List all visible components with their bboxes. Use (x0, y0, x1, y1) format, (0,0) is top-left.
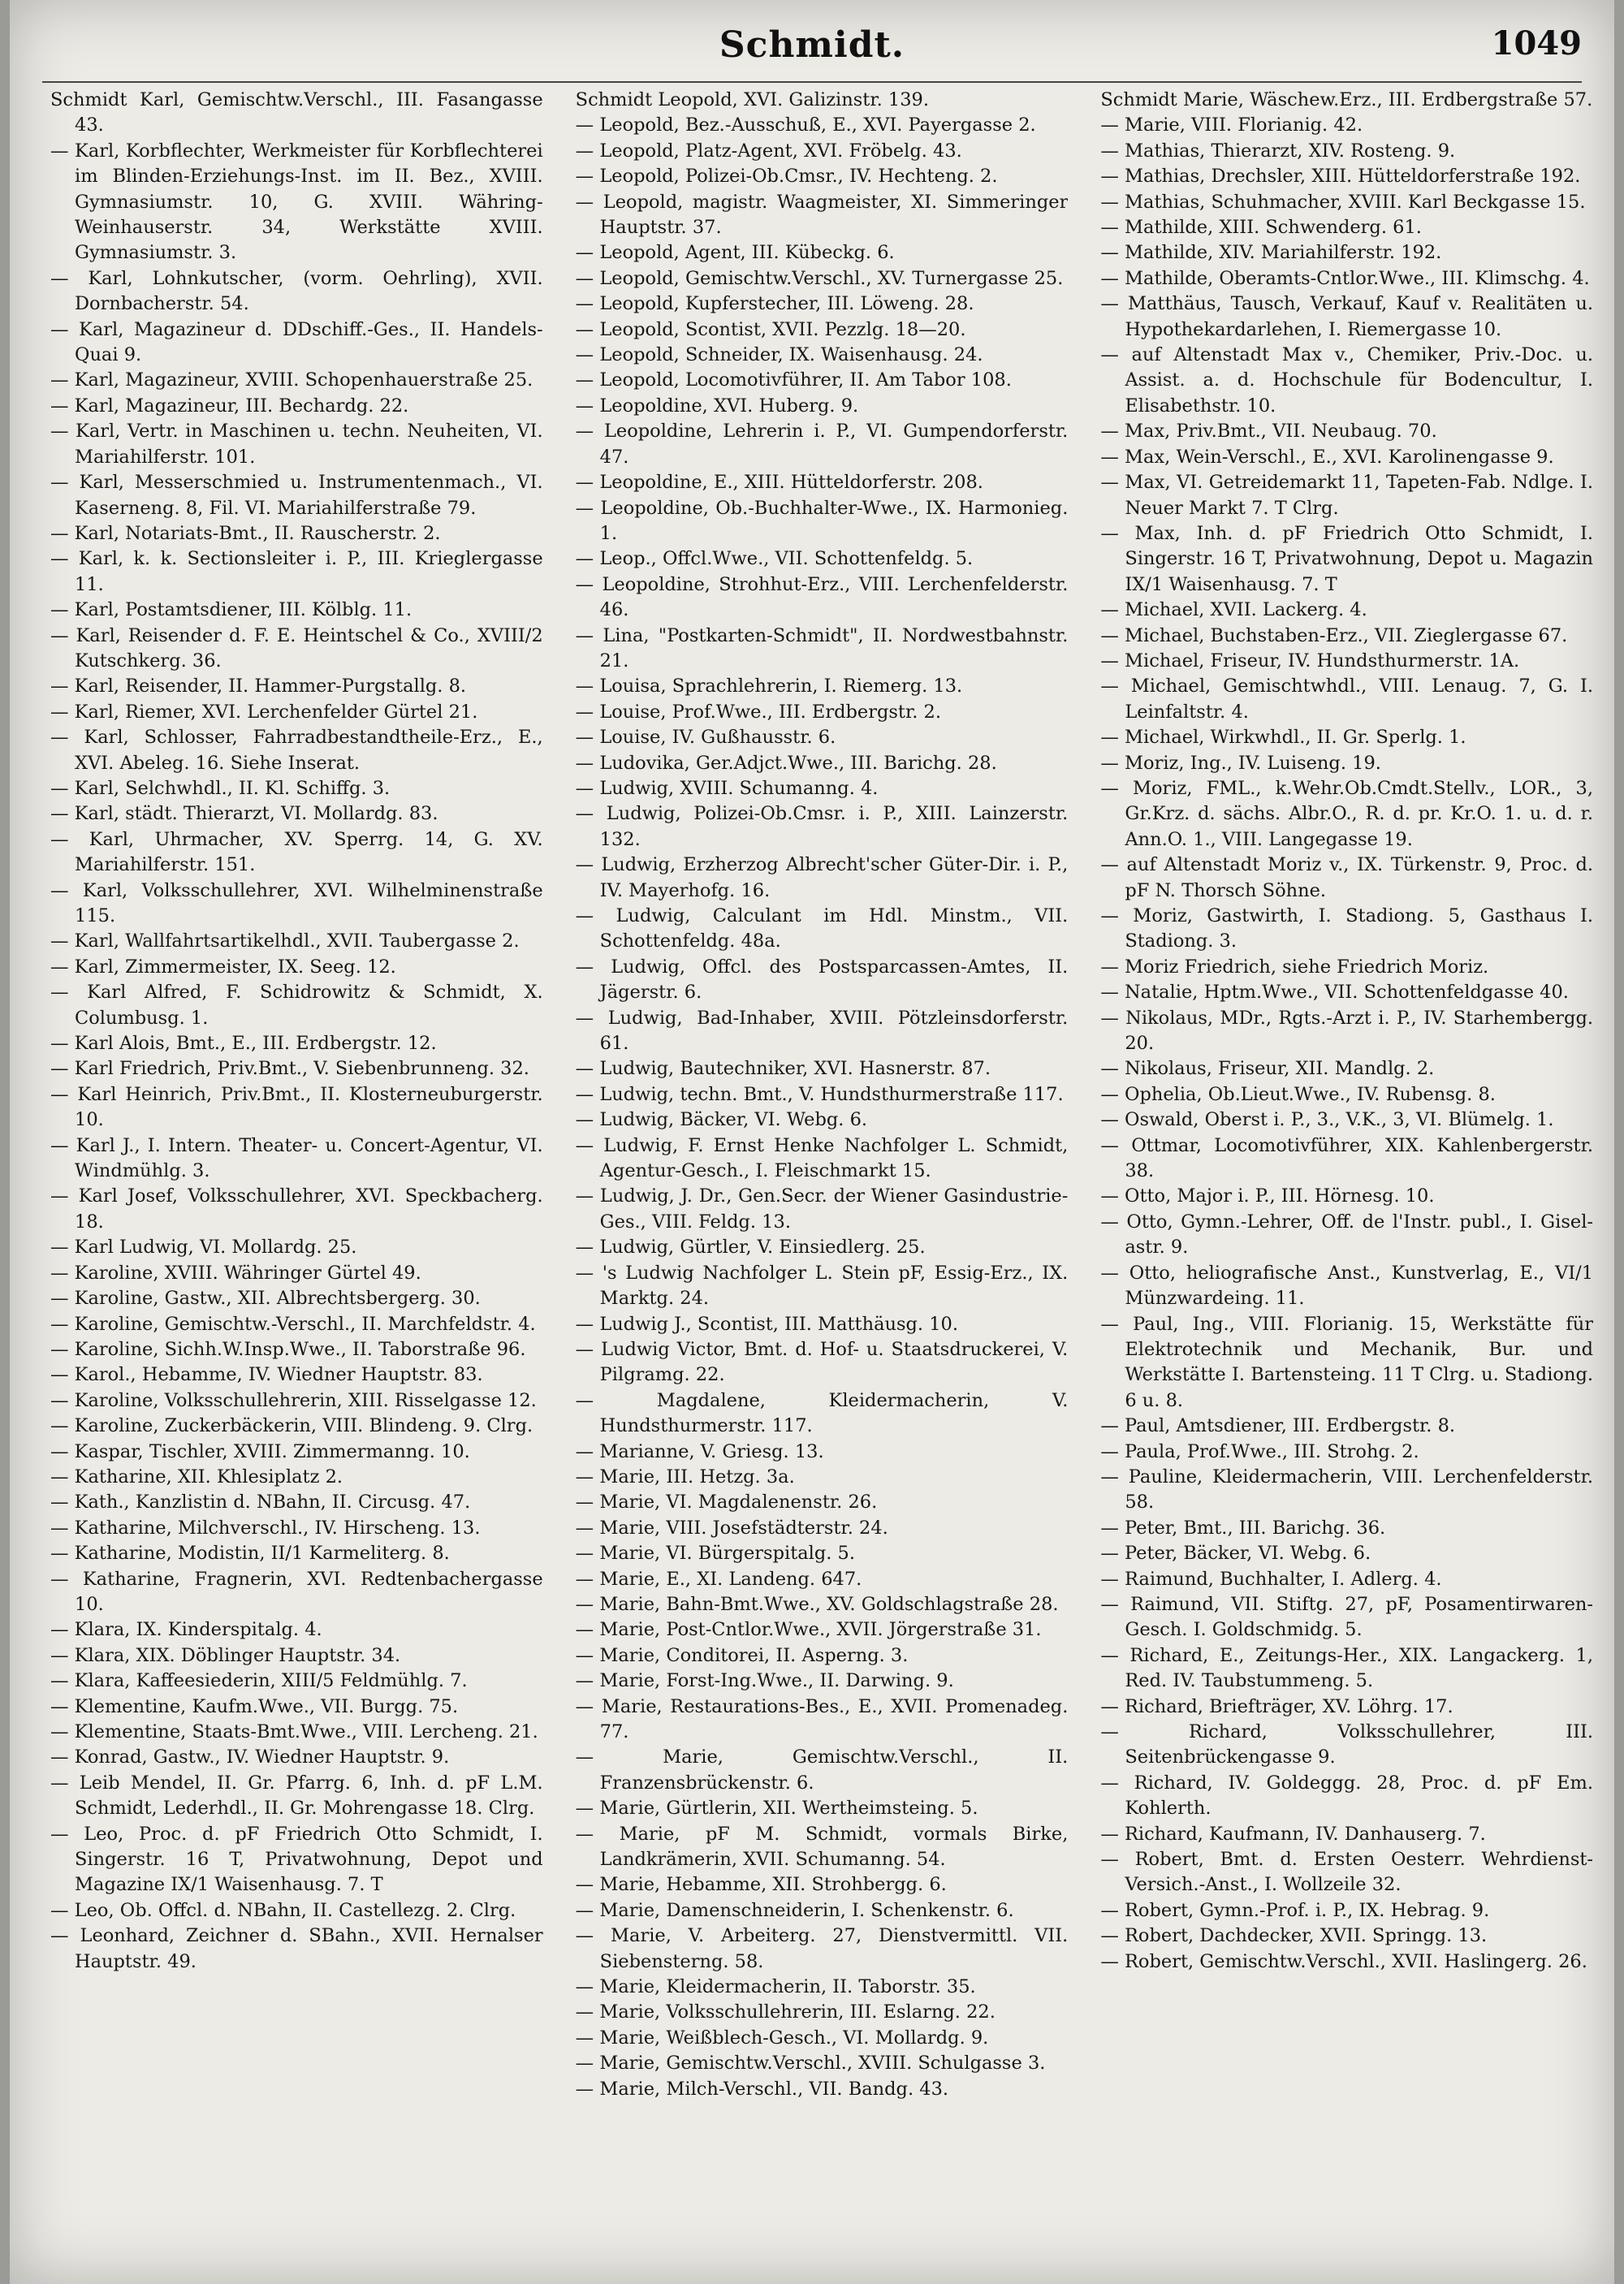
directory-entry: — Max, Priv.Bmt., VII. Neubaug. 70. (1100, 421, 1437, 443)
column-middle (576, 88, 1069, 2264)
directory-entry: — Ludwig, XVIII. Schumanng. 4. (575, 777, 879, 799)
directory-entry: — Moriz, Ing., IV. Luiseng. 19. (1100, 752, 1381, 774)
directory-entry: — Karl, Riemer, XVI. Lerchenfelder Gürtel 21. (50, 701, 478, 723)
directory-entry: — Marie, Bahn-Bmt.Wwe., XV. Goldschlagstraße 28. (575, 1593, 1059, 1615)
directory-entry: — Moriz Friedrich, siehe Friedrich Moriz. (1100, 956, 1489, 978)
directory-entry: — Karl Josef, Volksschullehrer, XVI. Speckbacherg. 18. (50, 1185, 543, 1233)
directory-entry: — Ludwig J., Scontist, III. Matthäusg. 10. (575, 1313, 959, 1335)
directory-entry: — Paula, Prof.Wwe., III. Strohg. 2. (1100, 1440, 1419, 1462)
directory-entry: — Otto, heliografische Anst., Kunstverlag, E., VI/1 Münzwardeing. 11. (1100, 1262, 1594, 1310)
directory-entry: — Pauline, Kleidermacherin, VIII. Lerchenfelderstr. 58. (1100, 1466, 1594, 1513)
directory-entry: — Marie, Post-Cntlor.Wwe., XVII. Jörgerstraße 31. (575, 1619, 1042, 1641)
directory-entry-head: Schmidt Leopold, XVI. Galizinstr. 139. (575, 89, 930, 110)
directory-entry: — Karl, Schlosser, Fahrradbestandtheile-Erz., E., XVI. Abeleg. 16. Siehe Inserat. (50, 727, 543, 774)
directory-entry: — Karl, Postamtsdiener, III. Kölblg. 11. (50, 599, 412, 621)
directory-entry: — Richard, E., Zeitungs-Her., XIX. Langackerg. 1, Red. IV. Taubstummeng. 5. (1100, 1644, 1594, 1692)
directory-entry: — Mathias, Schuhmacher, XVIII. Karl Beckgasse 15. (1100, 191, 1586, 213)
directory-entry: — Otto, Gymn.-Lehrer, Off. de l'Instr. publ., I. Giselastr. 9. (1100, 1211, 1594, 1259)
directory-entry: — Ludwig, F. Ernst Henke Nachfolger L. Schmidt, Agentur-Gesch., I. Fleischmarkt 15. (575, 1134, 1069, 1182)
directory-entry: — Karl Alfred, F. Schidrowitz & Schmidt, X. Columbusg. 1. (50, 982, 543, 1029)
directory-entry: — Marianne, V. Griesg. 13. (575, 1440, 824, 1462)
directory-entry: — Leopold, Platz-Agent, XVI. Fröbelg. 43. (575, 140, 962, 162)
directory-entry: — Peter, Bäcker, VI. Webg. 6. (1100, 1543, 1371, 1565)
directory-entry: — Leopold, Bez.-Ausschuß, E., XVI. Payergasse 2. (575, 114, 1036, 136)
directory-entry: — Karoline, Gemischtw.-Verschl., II. Marchfeldstr. 4. (50, 1313, 536, 1335)
directory-entry: — Mathilde, Oberamts-Cntlor.Wwe., III. Klimschg. 4. (1100, 267, 1590, 289)
column-left (50, 88, 543, 2264)
directory-entry: — Mathilde, XIII. Schwenderg. 61. (1100, 217, 1422, 239)
directory-entry: — auf Altenstadt Max v., Chemiker, Priv.-Doc. u. Assist. a. d. Hochschule für Bodencultur, I. Elisabethstr. 10. (1100, 344, 1594, 417)
directory-entry: — Leopold, Gemischtw.Verschl., XV. Turnergasse 25. (575, 267, 1064, 289)
directory-entry: — Kath., Kanzlistin d. NBahn, II. Circusg. 47. (50, 1492, 471, 1513)
directory-entry: — Peter, Bmt., III. Barichg. 36. (1100, 1517, 1386, 1539)
directory-entry: — Marie, V. Arbeiterg. 27, Dienstvermittl. VII. Siebensterng. 58. (575, 1925, 1069, 1972)
directory-entry: — Ludwig, Offcl. des Postsparcassen-Amtes, II. Jägerstr. 6. (575, 956, 1069, 1004)
directory-entry: — Ludwig, Erzherzog Albrecht'scher Güter-Dir. i. P., IV. Mayerhofg. 16. (575, 854, 1069, 901)
column-right (1100, 88, 1593, 2264)
directory-entry: — Klara, IX. Kinderspitalg. 4. (50, 1619, 322, 1641)
directory-entry: — Marie, Gemischtw.Verschl., II. Franzensbrückenstr. 6. (575, 1746, 1069, 1794)
directory-entry: — Mathilde, XIV. Mariahilferstr. 192. (1100, 242, 1442, 264)
directory-entry: — Raimund, Buchhalter, I. Adlerg. 4. (1100, 1568, 1442, 1590)
directory-entry: — Robert, Bmt. d. Ersten Oesterr. Wehrdienst-Versich.-Anst., I. Wollzeile 32. (1100, 1849, 1594, 1896)
directory-entry: — Karl, Magazineur d. DDschiff.-Ges., II. Handels-Quai 9. (50, 318, 543, 366)
directory-entry: — Raimund, VII. Stiftg. 27, pF, Posamentirwaren-Gesch. I. Goldschmidg. 5. (1100, 1593, 1594, 1641)
directory-entry: — Nikolaus, MDr., Rgts.-Arzt i. P., IV. Starhembergg. 20. (1100, 1007, 1594, 1055)
directory-entry: — Leopold, Schneider, IX. Waisenhausg. 24. (575, 344, 983, 366)
directory-entry: — Katharine, XII. Khlesiplatz 2. (50, 1466, 343, 1487)
directory-entry: — Lina, "Postkarten-Schmidt", II. Nordwestbahnstr. 21. (575, 624, 1069, 671)
directory-entry: — Mathias, Thierarzt, XIV. Rosteng. 9. (1100, 140, 1456, 162)
directory-entry: — Max, Wein-Verschl., E., XVI. Karolinengasse 9. (1100, 446, 1554, 468)
directory-entry: — Katharine, Milchverschl., IV. Hirscheng. 13. (50, 1517, 481, 1539)
directory-entry: — Leo, Ob. Offcl. d. NBahn, II. Castellezg. 2. Clrg. (50, 1899, 516, 1921)
directory-entry: — Marie, Gürtlerin, XII. Wertheimsteing. 5. (575, 1798, 978, 1820)
directory-entry: — Mathias, Drechsler, XIII. Hütteldorferstraße 192. (1100, 166, 1581, 188)
directory-entry: — Marie, VIII. Florianig. 42. (1100, 114, 1363, 136)
directory-entry: — Richard, Volksschullehrer, III. Seitenbrückengasse 9. (1100, 1721, 1594, 1768)
directory-entry: — Karoline, Gastw., XII. Albrechtsbergerg. 30. (50, 1288, 481, 1310)
directory-entry: — Karl, Selchwhdl., II. Kl. Schiffg. 3. (50, 777, 391, 799)
directory-entry: — Michael, Friseur, IV. Hundsthurmerstr. 1A. (1100, 650, 1520, 671)
directory-entry: — Natalie, Hptm.Wwe., VII. Schottenfeldgasse 40. (1100, 982, 1569, 1004)
directory-entry: — Karl J., I. Intern. Theater- u. Concert-Agentur, VI. Windmühlg. 3. (50, 1134, 543, 1182)
directory-entry: — Leopold, Agent, III. Kübeckg. 6. (575, 242, 895, 264)
directory-entry: — Max, Inh. d. pF Friedrich Otto Schmidt, I. Singerstr. 16 T, Privatwohnung, Depot u. Magazin IX/1 Waisenhausg. 7. T (1100, 522, 1594, 595)
directory-entry: — Karl Alois, Bmt., E., III. Erdbergstr. 12. (50, 1033, 437, 1055)
directory-entry: — Klara, XIX. Döblinger Hauptstr. 34. (50, 1644, 401, 1666)
directory-entry: — Robert, Gymn.-Prof. i. P., IX. Hebrag. 9. (1100, 1899, 1490, 1921)
directory-entry: — Moriz, Gastwirth, I. Stadiong. 5, Gasthaus I. Stadiong. 3. (1100, 905, 1594, 952)
directory-entry: — Ludwig, Bad-Inhaber, XVIII. Pötzleinsdorferstr. 61. (575, 1007, 1069, 1055)
directory-entry: — Leopold, Polizei-Ob.Cmsr., IV. Hechteng. 2. (575, 166, 998, 188)
directory-entry: — Paul, Amtsdiener, III. Erdbergstr. 8. (1100, 1415, 1456, 1437)
directory-entry: — Konrad, Gastw., IV. Wiedner Hauptstr. 9. (50, 1746, 450, 1768)
directory-entry: — Klementine, Staats-Bmt.Wwe., VIII. Lercheng. 21. (50, 1721, 538, 1742)
directory-entry: — Oswald, Oberst i. P., 3., V.K., 3, VI. Blümelg. 1. (1100, 1109, 1554, 1131)
directory-entry: — Marie, pF M. Schmidt, vormals Birke, Landkrämerin, XVII. Schumanng. 54. (575, 1823, 1069, 1871)
directory-entry: — Karl, k. k. Sectionsleiter i. P., III. Krieglergasse 11. (50, 548, 543, 595)
running-head: Schmidt. (719, 24, 905, 66)
directory-entry: — Marie, Volksschullehrerin, III. Eslarng. 22. (575, 2001, 996, 2023)
directory-entry: — Karl, städt. Thierarzt, VI. Mollardg. 83. (50, 803, 438, 825)
directory-entry: — Karl, Volksschullehrer, XVI. Wilhelminenstraße 115. (50, 879, 543, 926)
directory-entry: — Karl, Vertr. in Maschinen u. techn. Neuheiten, VI. Mariahilferstr. 101. (50, 421, 543, 468)
directory-entry: — Marie, Damenschneiderin, I. Schenkenstr. 6. (575, 1899, 1014, 1921)
directory-entry: — Ludwig, Bautechniker, XVI. Hasnerstr. 87. (575, 1058, 991, 1080)
directory-entry: — Ophelia, Ob.Lieut.Wwe., IV. Rubensg. 8. (1100, 1083, 1496, 1105)
directory-entry: — Leopold, Locomotivführer, II. Am Tabor 108. (575, 369, 1012, 391)
directory-entry: — Michael, XVII. Lackerg. 4. (1100, 599, 1367, 621)
directory-entry: — Karl Heinrich, Priv.Bmt., II. Klosterneuburgerstr. 10. (50, 1083, 543, 1131)
directory-entry: — Karl, Lohnkutscher, (vorm. Oehrling), XVII. Dornbacherstr. 54. (50, 267, 543, 315)
directory-entry: — 's Ludwig Nachfolger L. Stein pF, Essig-Erz., IX. Marktg. 24. (575, 1262, 1069, 1310)
directory-entry: — Marie, Milch-Verschl., VII. Bandg. 43. (575, 2078, 949, 2100)
directory-entry: — Ludwig, Polizei-Ob.Cmsr. i. P., XIII. Lainzerstr. 132. (575, 803, 1069, 850)
directory-entry: — Robert, Dachdecker, XVII. Springg. 13. (1100, 1925, 1488, 1947)
directory-entry: — Karl, Notariats-Bmt., II. Rauscherstr. 2. (50, 522, 441, 544)
directory-entry: — Richard, IV. Goldeggg. 28, Proc. d. pF Em. Kohlerth. (1100, 1772, 1594, 1820)
directory-entry: — Ludovika, Ger.Adjct.Wwe., III. Barichg. 28. (575, 752, 997, 774)
directory-entry: — Marie, E., XI. Landeng. 647. (575, 1568, 862, 1590)
directory-entry: — Marie, Hebamme, XII. Strohbergg. 6. (575, 1874, 947, 1896)
directory-entry: — Louise, Prof.Wwe., III. Erdbergstr. 2. (575, 701, 942, 723)
directory-entry: — Marie, Conditorei, II. Asperng. 3. (575, 1644, 909, 1666)
directory-entry: — Katharine, Modistin, II/1 Karmeliterg. 8. (50, 1543, 450, 1565)
directory-entry: — Leopold, Scontist, XVII. Pezzlg. 18—20. (575, 318, 966, 340)
directory-entry: — Matthäus, Tausch, Verkauf, Kauf v. Realitäten u. Hypothekardarlehen, I. Riemergasse 10. (1100, 293, 1594, 340)
page-header (10, 24, 1614, 73)
directory-page (10, 0, 1614, 2284)
directory-entry: — Ludwig, J. Dr., Gen.Secr. der Wiener Gasindustrie-Ges., VIII. Feldg. 13. (575, 1185, 1069, 1233)
directory-entry: — Richard, Briefträger, XV. Löhrg. 17. (1100, 1695, 1453, 1717)
directory-entry: — Karl Ludwig, VI. Mollardg. 25. (50, 1237, 357, 1259)
directory-entry: — Otto, Major i. P., III. Hörnesg. 10. (1100, 1185, 1435, 1207)
directory-entry: — Karl Friedrich, Priv.Bmt., V. Siebenbrunneng. 32. (50, 1058, 529, 1080)
directory-entry: — Leop., Offcl.Wwe., VII. Schottenfeldg. 5. (575, 548, 974, 570)
directory-entry: — Marie, VI. Bürgerspitalg. 5. (575, 1543, 856, 1565)
directory-entry: — Marie, III. Hetzg. 3a. (575, 1466, 795, 1487)
directory-entry: — Ludwig Victor, Bmt. d. Hof- u. Staatsdruckerei, V. Pilgramg. 22. (575, 1338, 1069, 1386)
directory-entry: — Louisa, Sprachlehrerin, I. Riemerg. 13. (575, 676, 963, 697)
directory-entry: — Karoline, XVIII. Währinger Gürtel 49. (50, 1262, 421, 1284)
directory-entry: — Karl, Magazineur, III. Bechardg. 22. (50, 395, 409, 417)
directory-entry: — Karoline, Zuckerbäckerin, VIII. Blindeng. 9. Clrg. (50, 1415, 533, 1437)
directory-entry: — Leopold, magistr. Waagmeister, XI. Simmeringer Hauptstr. 37. (575, 191, 1069, 239)
directory-entry: — Michael, Buchstaben-Erz., VII. Zieglergasse 67. (1100, 624, 1568, 646)
directory-entry: — Leopoldine, Lehrerin i. P., VI. Gumpendorferstr. 47. (575, 421, 1069, 468)
directory-entry: — Karoline, Sichh.W.Insp.Wwe., II. Taborstraße 96. (50, 1338, 526, 1360)
directory-entry: — auf Altenstadt Moriz v., IX. Türkenstr. 9, Proc. d. pF N. Thorsch Söhne. (1100, 854, 1594, 901)
directory-entry: — Karl, Messerschmied u. Instrumentenmach., VI. Kaserneng. 8, Fil. VI. Mariahilferstraße 79. (50, 472, 543, 519)
directory-entry: — Leopold, Kupferstecher, III. Löweng. 28. (575, 293, 974, 315)
header-rule (42, 81, 1582, 83)
directory-entry: — Louise, IV. Gußhausstr. 6. (575, 727, 836, 749)
directory-entry: — Karl, Reisender d. F. E. Heintschel & Co., XVIII/2 Kutschkerg. 36. (50, 624, 543, 671)
directory-entry: — Leopoldine, Strohhut-Erz., VIII. Lerchenfelderstr. 46. (575, 573, 1069, 621)
directory-entry: — Ludwig, techn. Bmt., V. Hundsthurmerstraße 117. (575, 1083, 1064, 1105)
directory-entry: — Klara, Kaffeesiederin, XIII/5 Feldmühlg. 7. (50, 1670, 468, 1692)
directory-entry: — Klementine, Kaufm.Wwe., VII. Burgg. 75. (50, 1695, 459, 1717)
directory-entry: — Marie, Gemischtw.Verschl., XVIII. Schulgasse 3. (575, 2053, 1046, 2075)
directory-entry: — Moriz, FML., k.Wehr.Ob.Cmdt.Stellv., LOR., 3, Gr.Krz. d. sächs. Albr.O., R. d. pr. Kr.O. 1. u. d. r. Ann.O. 1., VIII. Langegasse 19. (1100, 777, 1594, 850)
directory-entry: — Marie, Restaurations-Bes., E., XVII. Promenadeg. 77. (575, 1695, 1069, 1742)
directory-entry: — Karol., Hebamme, IV. Wiedner Hauptstr. 83. (50, 1364, 483, 1386)
directory-entry: — Marie, VIII. Josefstädterstr. 24. (575, 1517, 888, 1539)
directory-entry: — Leopoldine, E., XIII. Hütteldorferstr. 208. (575, 472, 983, 494)
directory-entry: — Leonhard, Zeichner d. SBahn., XVII. Hernalser Hauptstr. 49. (50, 1925, 543, 1972)
directory-entry: — Leo, Proc. d. pF Friedrich Otto Schmidt, I. Singerstr. 16 T, Privatwohnung, Depot und Magazine IX/1 Waisenhausg. 7. T (50, 1823, 543, 1896)
directory-entry: — Katharine, Fragnerin, XVI. Redtenbachergasse 10. (50, 1568, 543, 1615)
directory-entry: — Leib Mendel, II. Gr. Pfarrg. 6, Inh. d. pF L.M. Schmidt, Lederhdl., II. Gr. Mohrengasse 18. Clrg. (50, 1772, 543, 1820)
directory-entry: — Marie, Forst-Ing.Wwe., II. Darwing. 9. (575, 1670, 954, 1692)
directory-entry: — Karoline, Volksschullehrerin, XIII. Risselgasse 12. (50, 1389, 537, 1411)
directory-entry: — Karl, Wallfahrtsartikelhdl., XVII. Taubergasse 2. (50, 930, 520, 952)
directory-entry: — Ludwig, Calculant im Hdl. Minstm., VII. Schottenfeldg. 48a. (575, 905, 1069, 952)
directory-entry: — Michael, Wirkwhdl., II. Gr. Sperlg. 1. (1100, 727, 1466, 749)
page-number: 1049 (1491, 24, 1582, 63)
directory-entry: — Ludwig, Gürtler, V. Einsiedlerg. 25. (575, 1237, 926, 1259)
directory-entry: — Magdalene, Kleidermacherin, V. Hundsthurmerstr. 117. (575, 1389, 1069, 1437)
directory-entry: — Max, VI. Getreidemarkt 11, Tapeten-Fab. Ndlge. I. Neuer Markt 7. T Clrg. (1100, 472, 1594, 519)
directory-entry: — Karl, Uhrmacher, XV. Sperrg. 14, G. XV. Mariahilferstr. 151. (50, 828, 543, 876)
directory-entry: — Leopoldine, Ob.-Buchhalter-Wwe., IX. Harmonieg. 1. (575, 497, 1069, 544)
directory-entry: — Karl, Reisender, II. Hammer-Purgstallg. 8. (50, 676, 467, 697)
directory-entry: — Ottmar, Locomotivführer, XIX. Kahlenbergerstr. 38. (1100, 1134, 1594, 1182)
directory-entry: — Robert, Gemischtw.Verschl., XVII. Haslingerg. 26. (1100, 1950, 1587, 1972)
directory-entry: — Michael, Gemischtwhdl., VIII. Lenaug. 7, G. I. Leinfaltstr. 4. (1100, 676, 1594, 723)
directory-entry: — Kaspar, Tischler, XVIII. Zimmermanng. 10. (50, 1440, 470, 1462)
directory-entry: — Nikolaus, Friseur, XII. Mandlg. 2. (1100, 1058, 1435, 1080)
directory-entry: — Karl, Magazineur, XVIII. Schopenhauerstraße 25. (50, 369, 533, 391)
directory-entry: — Ludwig, Bäcker, VI. Webg. 6. (575, 1109, 868, 1131)
directory-entry: — Richard, Kaufmann, IV. Danhauserg. 7. (1100, 1823, 1486, 1845)
directory-entry-head: Schmidt Marie, Wäschew.Erz., III. Erdbergstraße 57. (1100, 89, 1593, 110)
directory-entry: — Karl, Korbflechter, Werkmeister für Korbflechterei im Blinden-Erziehungs-Inst. im II. Bez., XVIII. Gymnasiumstr. 10, G. XVIII. Währing-Weinhauserstr. 34, Werkstätte XVIII. Gymnasiumstr. 3. (50, 140, 543, 264)
directory-columns (50, 88, 1593, 2264)
directory-entry: — Paul, Ing., VIII. Florianig. 15, Werkstätte für Elektrotechnik und Mechanik, Bur. und Werkstätte I. Bartensteing. 11 T Clrg. u. Stadiong. 6 u. 8. (1100, 1313, 1594, 1411)
directory-entry: — Karl, Zimmermeister, IX. Seeg. 12. (50, 956, 396, 978)
directory-entry: — Marie, VI. Magdalenenstr. 26. (575, 1492, 878, 1513)
directory-entry: — Marie, Kleidermacherin, II. Taborstr. 35. (575, 1976, 976, 1998)
directory-entry-head: Schmidt Karl, Gemischtw.Verschl., III. Fasangasse 43. (50, 89, 543, 136)
directory-entry: — Marie, Weißblech-Gesch., VI. Mollardg. 9. (575, 2027, 989, 2049)
directory-entry: — Leopoldine, XVI. Huberg. 9. (575, 395, 859, 417)
